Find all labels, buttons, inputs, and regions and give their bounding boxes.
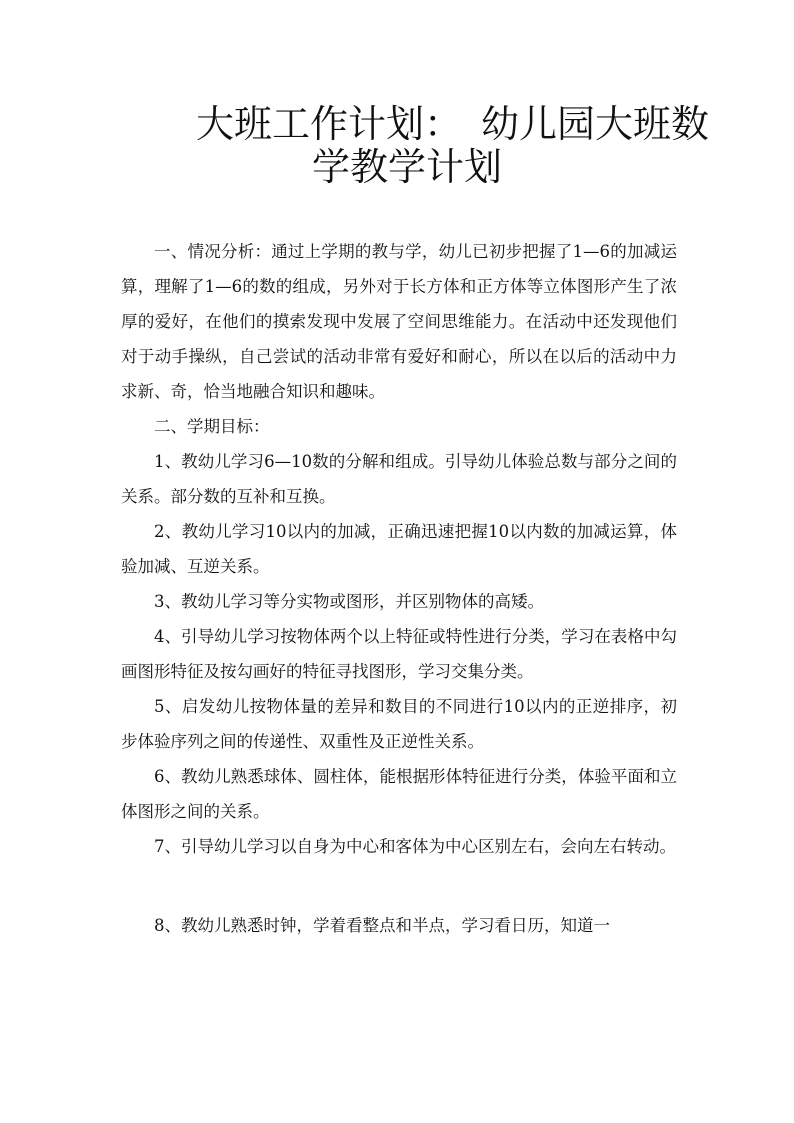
document-title-line-2: 学教学计划 xyxy=(312,145,503,189)
paragraph-situation-analysis: 一、情况分析：通过上学期的教与学，幼儿已初步把握了1—6的加减运算，理解了1—6的数的组成，另外对于长方体和正方体等立体图形产生了浓厚的爱好，在他们的摸索发现中发展了空间思维能力。在活动中还发现他们对于动手操纵，自己尝试的活动非常有爱好和耐心，所以在以后的活动中力求新、奇，恰当地融合知识和趣味。 xyxy=(121,242,677,401)
paragraph-goal-4: 4、引导幼儿学习按物体两个以上特征或特性进行分类，学习在表格中勾画图形特征及按勾画好的特征寻找图形，学习交集分类。 xyxy=(121,627,677,681)
paragraph-goal-5: 5、启发幼儿按物体量的差异和数目的不同进行10以内的正逆排序，初步体验序列之间的传递性、双重性及正逆性关系。 xyxy=(121,697,677,751)
paragraph-goal-2: 2、教幼儿学习10以内的加减，正确迅速把握10以内数的加减运算，体验加减、互逆关系。 xyxy=(121,522,677,576)
document-body xyxy=(121,234,677,943)
document-title-line-1: 大班工作计划： 幼儿园大班数 xyxy=(196,102,710,146)
paragraph-goal-7: 7、引导幼儿学习以自身为中心和客体为中心区别左右，会向左右转动。 xyxy=(154,837,676,856)
paragraph-goal-1: 1、教幼儿学习6—10数的分解和组成。引导幼儿体验总数与部分之间的关系。部分数的互补和互换。 xyxy=(121,452,677,506)
paragraph-goal-3: 3、教幼儿学习等分实物或图形，并区别物体的高矮。 xyxy=(154,592,544,611)
paragraph-semester-goals-heading: 二、学期目标： xyxy=(154,417,270,436)
paragraph-goal-6: 6、教幼儿熟悉球体、圆柱体，能根据形体特征进行分类，体验平面和立体图形之间的关系。 xyxy=(121,767,677,821)
paragraph-goal-8: 8、教幼儿熟悉时钟，学着看整点和半点，学习看日历，知道一 xyxy=(154,916,610,935)
